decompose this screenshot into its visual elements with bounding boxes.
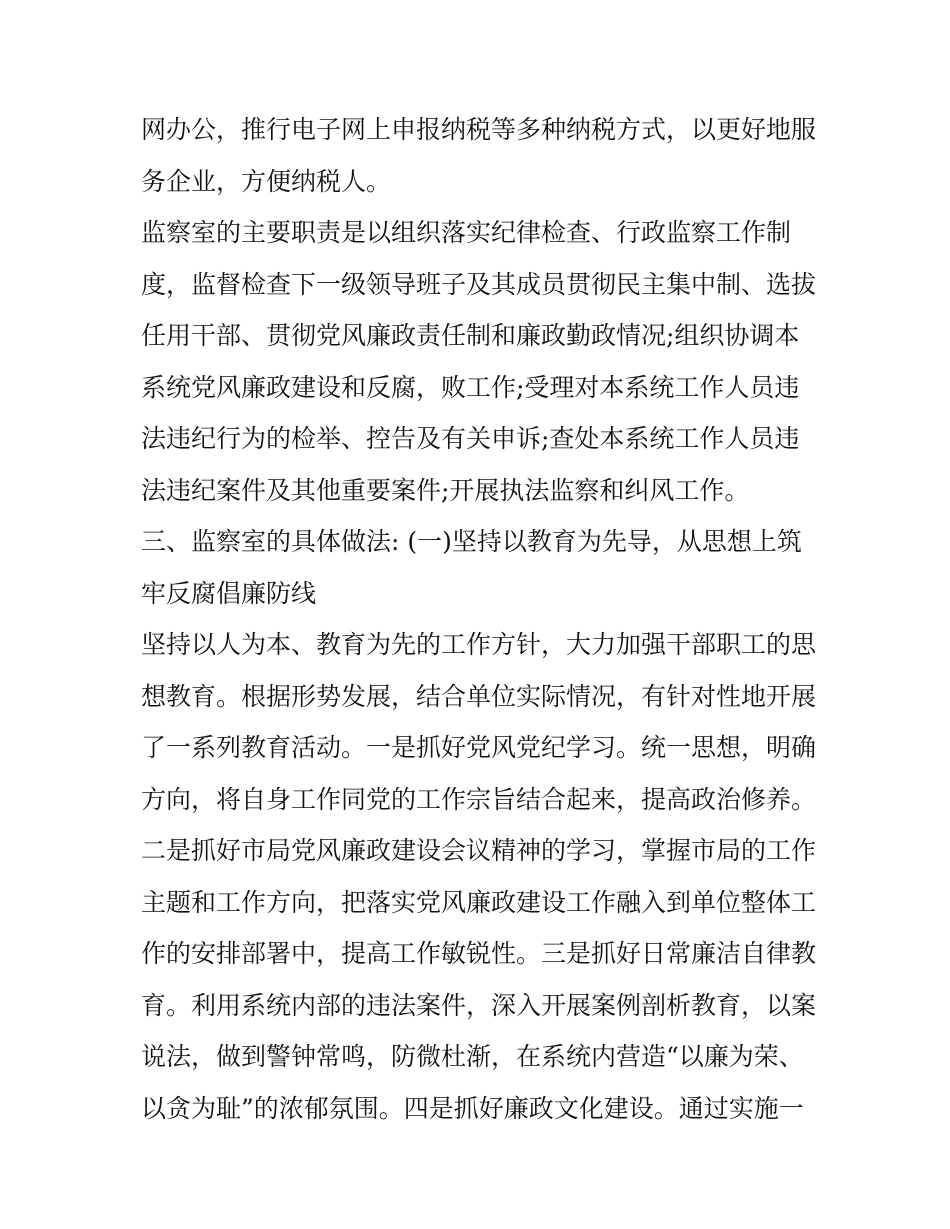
- text-line: 监察室的主要职责是以组织落实纪律检查、行政监察工作制: [141, 218, 792, 247]
- section-heading: 牢反腐倡廉防线: [141, 578, 317, 608]
- text-line: 二是抓好市局党风廉政建设会议精神的学习，掌握市局的工作: [141, 836, 817, 865]
- text-line: 以贪为耻”的浓郁氛围。四是抓好廉政文化建设。通过实施一: [141, 1093, 804, 1123]
- text-line: 网办公，推行电子网上申报纳税等多种纳税方式，以更好地服: [141, 115, 817, 144]
- text-line: 坚持以人为本、教育为先的工作方针，大力加强干部职工的思: [141, 630, 817, 659]
- text-line: 法违纪案件及其他重要案件;开展执法监察和纠风工作。: [141, 475, 750, 505]
- text-line: 法违纪行为的检举、控告及有关申诉;查处本系统工作人员违: [141, 424, 800, 453]
- text-line: 想教育。根据形势发展，结合单位实际情况，有针对性地开展: [141, 681, 817, 711]
- text-line: 作的安排部署中，提高工作敏锐性。三是抓好日常廉洁自律教: [141, 939, 817, 968]
- body-text: [141, 104, 821, 1134]
- text-line: 系统党风廉政建设和反腐，败工作;受理对本系统工作人员违: [141, 372, 800, 402]
- text-line: 主题和工作方向，把落实党风廉政建设工作融入到单位整体工: [141, 887, 817, 917]
- text-line: 说法，做到警钟常鸣，防微杜渐，在系统内营造“以廉为荣、: [141, 1042, 804, 1071]
- text-line: 务企业，方便纳税人。: [141, 166, 392, 196]
- section-heading: 三、监察室的具体做法: (一)坚持以教育为先导，从思想上筑: [141, 527, 802, 556]
- text-line: 了一系列教育活动。一是抓好党风党纪学习。统一思想，明确: [141, 733, 817, 762]
- text-line: 方向，将自身工作同党的工作宗旨结合起来，提高政治修养。: [141, 784, 817, 814]
- text-line: 度，监督检查下一级领导班子及其成员贯彻民主集中制、选拔: [141, 269, 817, 299]
- text-line: 任用干部、贯彻党风廉政责任制和廉政勤政情况;组织协调本: [141, 321, 800, 350]
- text-line: 育。利用系统内部的违法案件，深入开展案例剖析教育，以案: [141, 990, 817, 1020]
